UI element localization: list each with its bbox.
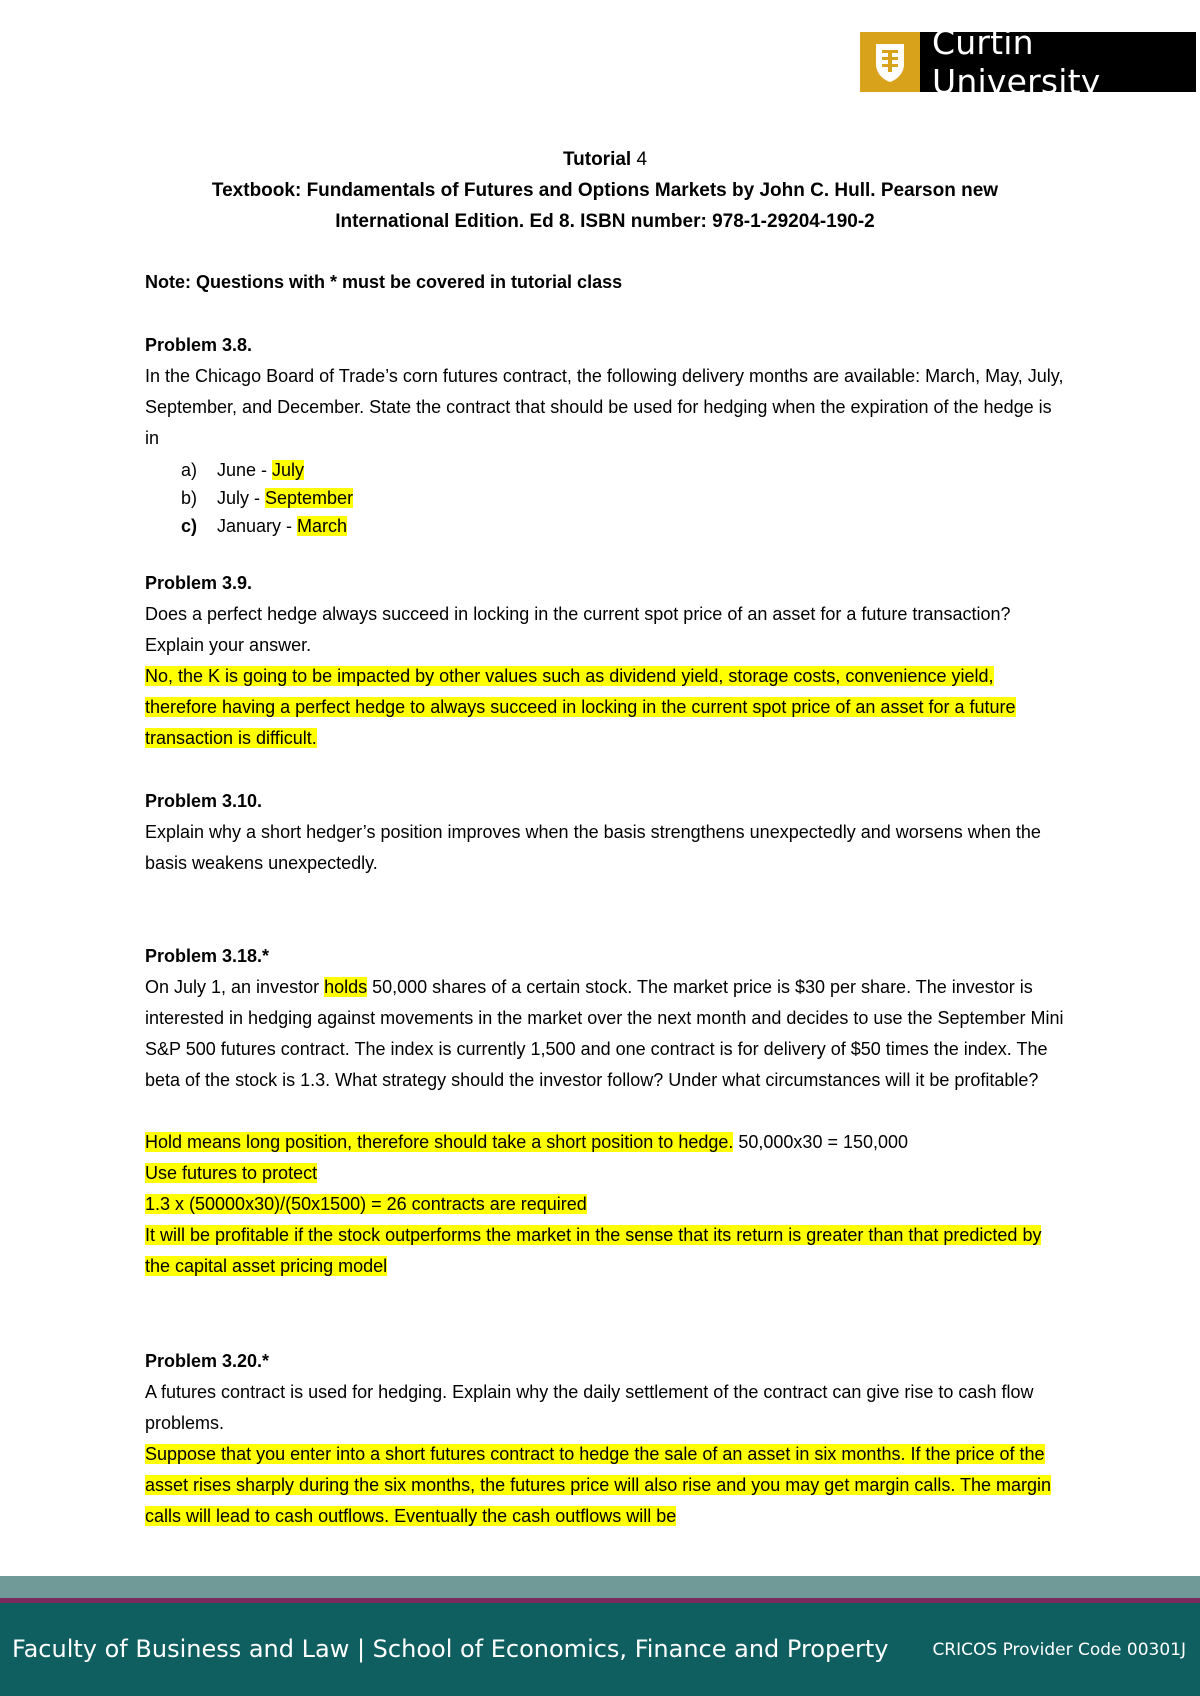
list-answer: July	[272, 460, 305, 480]
answer-highlight: Use futures to protect	[145, 1163, 318, 1183]
problem-3-20-answer	[145, 1439, 1065, 1532]
answer-highlight: 1.3 x (50000x30)/(50x1500) = 26 contracts are required	[145, 1194, 587, 1214]
list-item	[181, 484, 353, 512]
problem-3-20-heading: Problem 3.20.*	[145, 1351, 270, 1371]
title-number: 4	[631, 149, 648, 170]
answer-highlight: Hold means long position, therefore should take a short position to hedge.	[145, 1132, 734, 1152]
problem-3-18-heading: Problem 3.18.*	[145, 946, 270, 966]
list-question: July -	[217, 488, 266, 508]
problem-3-18-answer-line4	[145, 1220, 1065, 1282]
list-marker: b)	[181, 488, 198, 508]
problem-3-18-text	[145, 972, 1065, 1096]
tutorial-title	[145, 144, 1065, 175]
note: Note: Questions with * must be covered in tutorial class	[145, 272, 623, 292]
list-item	[181, 456, 304, 484]
list-question: June -	[217, 460, 273, 480]
problem-3-18-answer-line2	[145, 1158, 1065, 1189]
text-part: 50,000 shares of a certain stock. The market price is $30 per share. The investor is interested in hedging against movements in the market over the next month and decides to use the September Mini S&P 500 futures contract. The index is currently 1,500 and one contract is for delivery of $50 times the index. The beta of the stock is 1.3. What strategy should the investor follow? Under what circumstances will it be profitable?	[145, 977, 1064, 1090]
problem-3-18-answer-line3	[145, 1189, 1065, 1220]
shield-icon	[860, 32, 920, 92]
curtin-logo	[860, 23, 1196, 101]
answer-highlight: Suppose that you enter into a short futures contract to hedge the sale of an asset in six months. If the price of the asset rises sharply during the six months, the futures price will also rise and you may get margin calls. The margin calls will lead to cash outflows. Eventually the cash outflows will be	[145, 1444, 1052, 1526]
footer-cricos: CRICOS Provider Code 00301J	[932, 1640, 1186, 1660]
logo-text: Curtin University	[932, 23, 1101, 101]
list-item	[181, 512, 347, 540]
list-answer: September	[265, 488, 354, 508]
title-bold: Tutorial	[562, 149, 632, 170]
problem-3-8-text: In the Chicago Board of Trade’s corn futures contract, the following delivery months are available: March, May, July, September, and December. State the contract that should be used for hedging when the expiration of the hedge is in	[145, 366, 1064, 448]
footer	[0, 1603, 1200, 1696]
problem-3-20-text: A futures contract is used for hedging. Explain why the daily settlement of the contract can give rise to cash flow problems.	[145, 1382, 1034, 1433]
list-answer: March	[297, 516, 348, 536]
list-marker: c)	[181, 516, 198, 536]
problem-3-18-answer-line1	[145, 1127, 1065, 1158]
problem-3-9-answer	[145, 661, 1065, 754]
edition-line: International Edition. Ed 8. ISBN number: 978-1-29204-190-2	[335, 211, 875, 232]
problem-3-9-text: Does a perfect hedge always succeed in locking in the current spot price of an asset for a future transaction? Explain your answer.	[145, 604, 1011, 655]
problem-3-8-heading: Problem 3.8.	[145, 335, 253, 355]
text-part: On July 1, an investor	[145, 977, 325, 997]
answer-calc: 50,000x30 = 150,000	[733, 1132, 909, 1152]
answer-highlight: It will be profitable if the stock outperforms the market in the sense that its return is greater than that predicted by the capital asset pricing model	[145, 1225, 1042, 1276]
problem-3-9-heading: Problem 3.9.	[145, 573, 253, 593]
list-marker: a)	[181, 460, 198, 480]
problem-3-10-heading: Problem 3.10.	[145, 791, 263, 811]
footer-faculty: Faculty of Business and Law | School of Economics, Finance and Property	[12, 1635, 889, 1663]
answer-highlight: No, the K is going to be impacted by other values such as dividend yield, storage costs, convenience yield, therefore having a perfect hedge to always succeed in locking in the current spot price of an asset for a future transaction is difficult.	[145, 666, 1016, 748]
footer-band	[0, 1576, 1200, 1598]
list-question: January -	[217, 516, 298, 536]
textbook-line: Textbook: Fundamentals of Futures and Options Markets by John C. Hull. Pearson new	[211, 180, 999, 201]
problem-3-10-text: Explain why a short hedger’s position improves when the basis strengthens unexpectedly and worsens when the basis weakens unexpectedly.	[145, 822, 1041, 873]
highlight-word: holds	[324, 977, 368, 997]
